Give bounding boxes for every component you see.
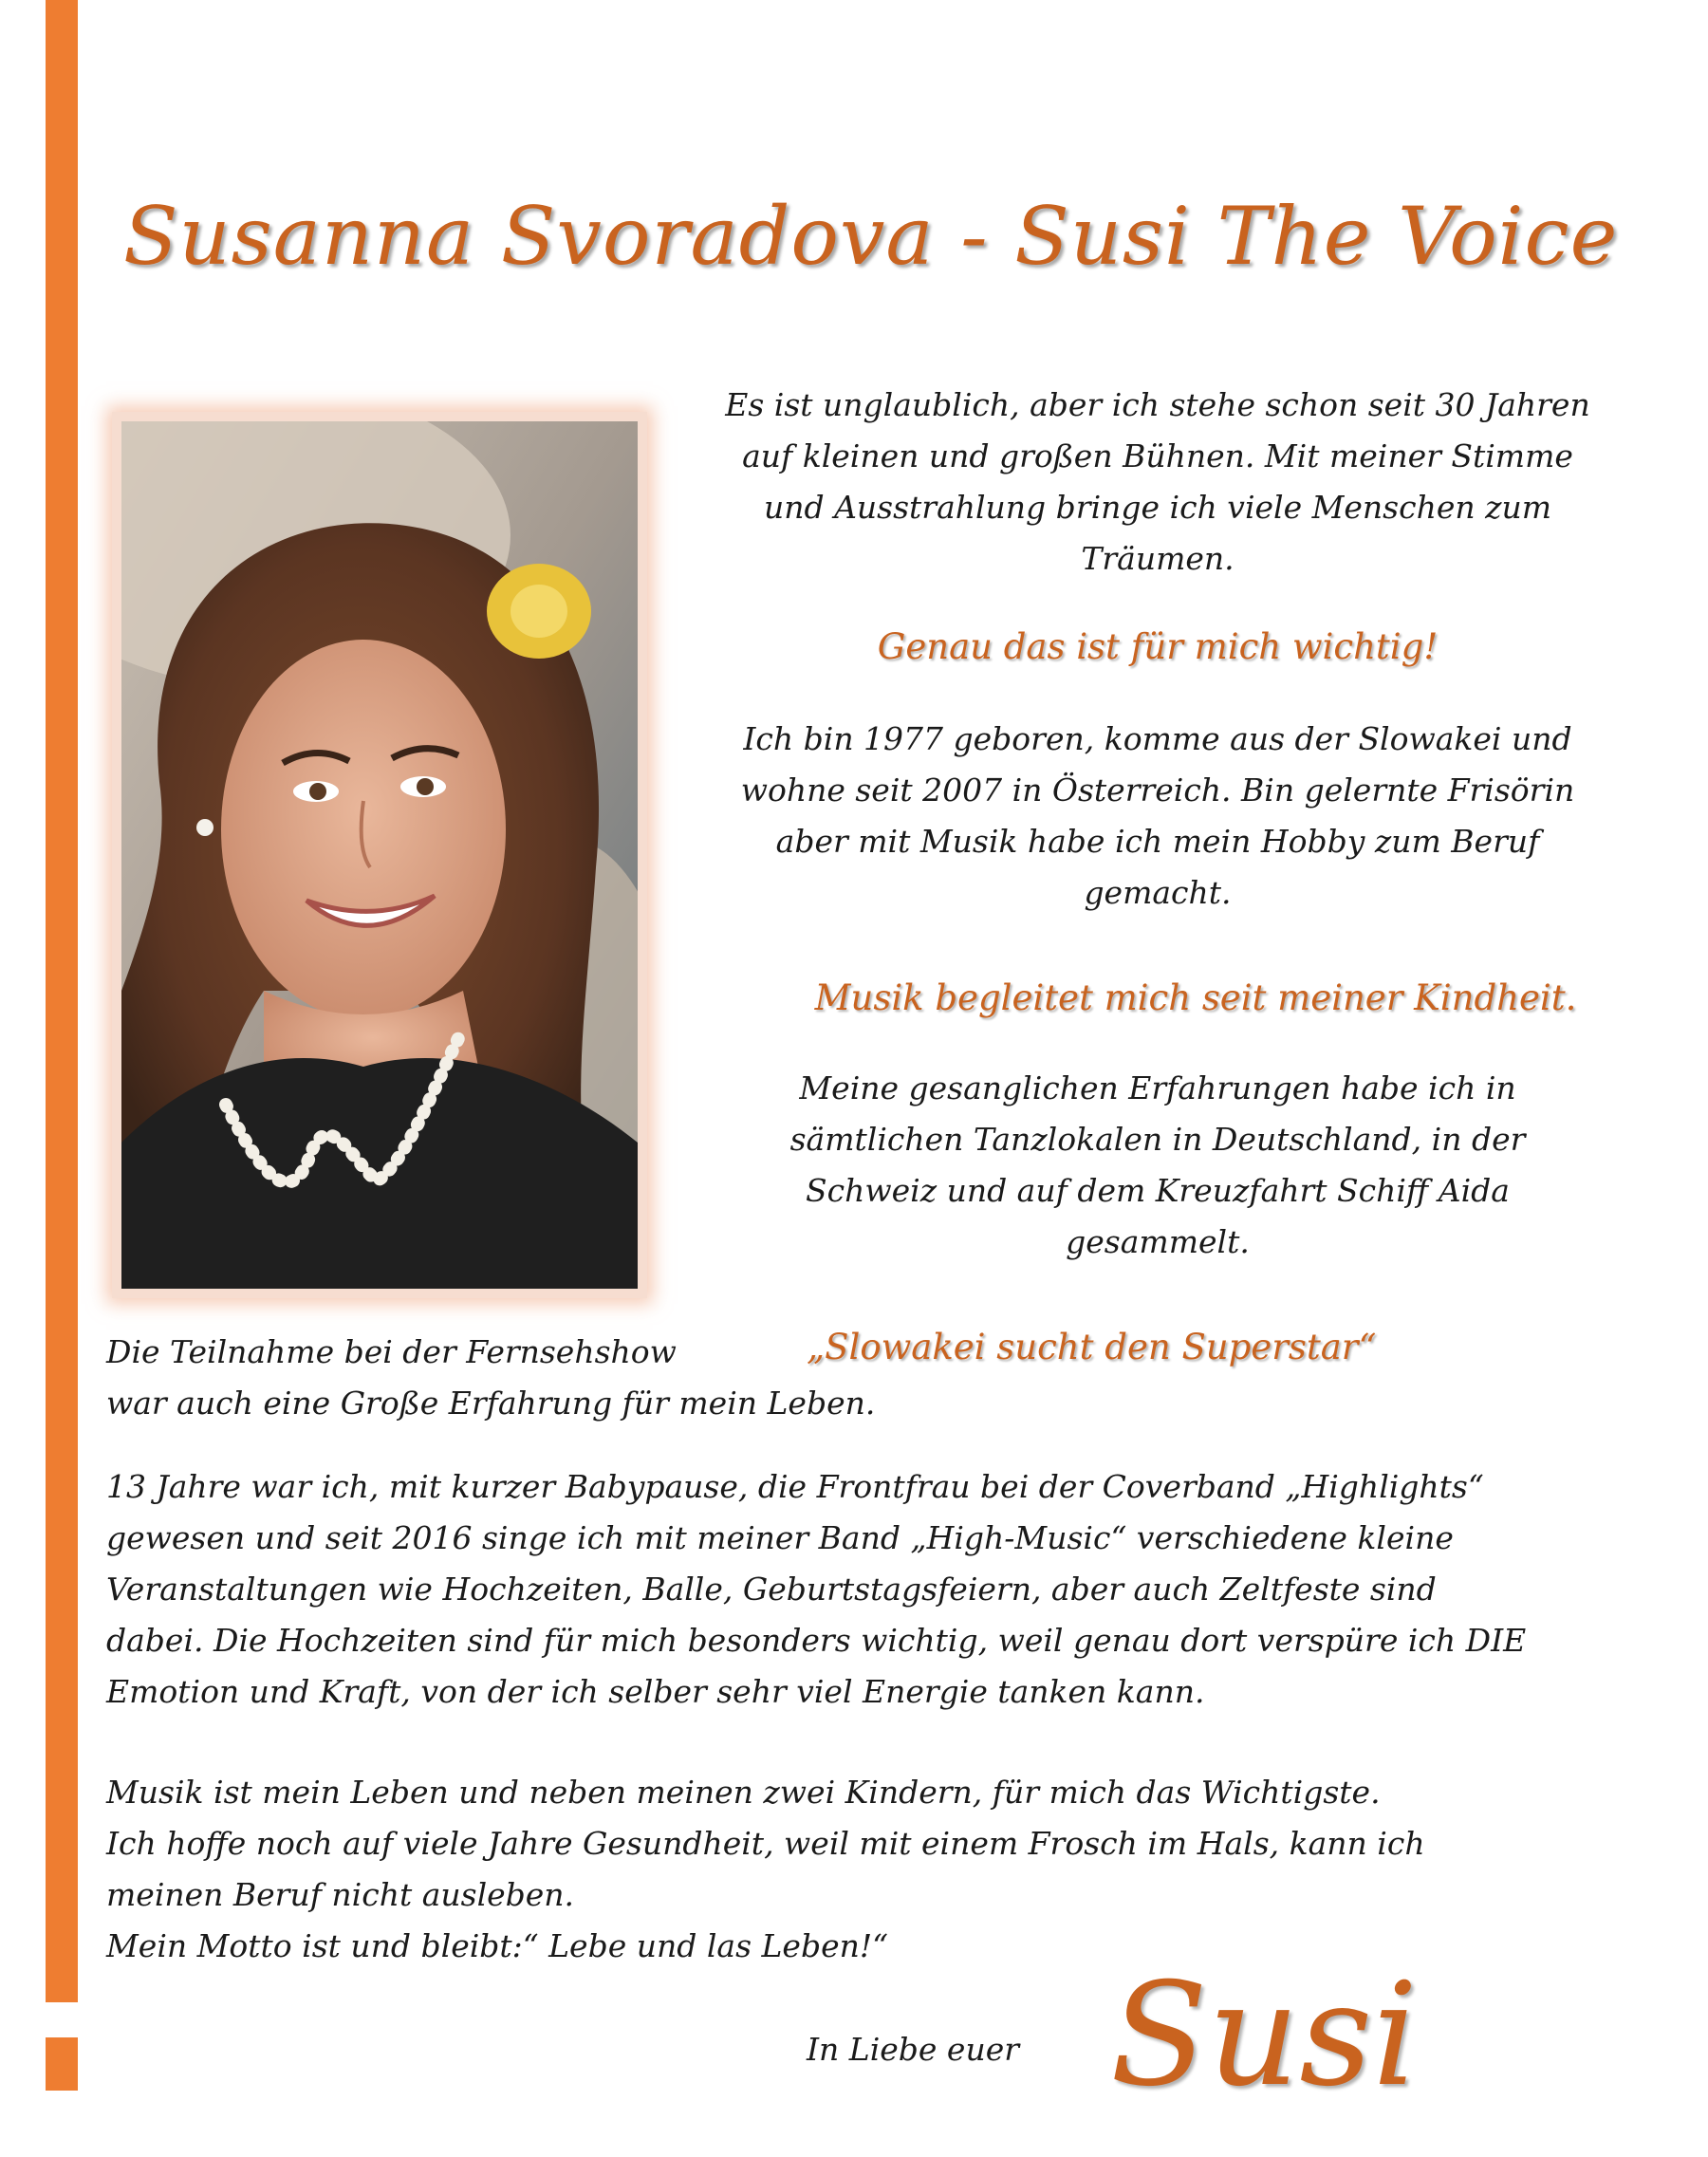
- highlight-2: Musik begleitet mich seit meiner Kindheit.: [814, 977, 1577, 1018]
- band-line-3: Veranstaltungen wie Hochzeiten, Balle, Geburtstagsfeiern, aber auch Zeltfeste sind: [106, 1571, 1437, 1608]
- intro-line-3: und Ausstrahlung bringe ich viele Menschen zum: [763, 489, 1552, 526]
- tvshow-prefix: Die Teilnahme bei der Fernsehshow: [106, 1333, 677, 1370]
- intro-section: [683, 380, 1632, 585]
- experience-line-3: Schweiz und auf dem Kreuzfahrt Schiff Aida: [806, 1172, 1510, 1209]
- bio-line-1: Ich bin 1977 geboren, komme aus der Slowakei und: [743, 720, 1572, 757]
- motto-line: Mein Motto ist und bleibt:“ Lebe und las Leben!“: [106, 1927, 888, 1964]
- bio-line-3: aber mit Musik habe ich mein Hobby zum Beruf: [775, 823, 1540, 860]
- bio-line-4: gemacht.: [1084, 874, 1232, 911]
- portrait-frame: [112, 412, 647, 1298]
- intro-line-4: Träumen.: [1081, 540, 1235, 577]
- page-title: Susanna Svoradova - Susi The Voice: [123, 190, 1619, 283]
- band-line-2: gewesen und seit 2016 singe ich mit meiner Band „High-Music“ verschiedene kleine: [106, 1519, 1454, 1556]
- tvshow-line-2: war auch eine Große Erfahrung für mein Leben.: [106, 1385, 876, 1422]
- portrait-photo: [121, 421, 638, 1289]
- decorative-side-bar: [46, 0, 78, 2002]
- life-line-2: Ich hoffe noch auf viele Jahre Gesundheit, weil mit einem Frosch im Hals, kann ich: [106, 1825, 1425, 1862]
- experience-line-1: Meine gesanglichen Erfahrungen habe ich in: [799, 1069, 1516, 1106]
- signature: Susi: [1110, 1953, 1419, 2118]
- band-line-5: Emotion und Kraft, von der ich selber sehr viel Energie tanken kann.: [106, 1673, 1205, 1710]
- life-line-1: Musik ist mein Leben und neben meinen zwei Kindern, für mich das Wichtigste.: [106, 1774, 1381, 1811]
- life-line-3: meinen Beruf nicht ausleben.: [106, 1876, 575, 1913]
- highlight-1: Genau das ist für mich wichtig!: [877, 626, 1439, 667]
- highlight-section-1: [683, 626, 1632, 667]
- band-line-4: dabei. Die Hochzeiten sind für mich besonders wichtig, weil genau dort verspüre ich DIE: [106, 1622, 1527, 1659]
- intro-line-1: Es ist unglaublich, aber ich stehe schon seit 30 Jahren: [725, 386, 1590, 423]
- tvshow-title: „Slowakei sucht den Superstar“: [807, 1327, 1377, 1367]
- band-line-1: 13 Jahre war ich, mit kurzer Babypause, die Frontfrau bei der Coverband „Highlights“: [106, 1468, 1484, 1505]
- bio-section: [683, 714, 1632, 919]
- experience-line-2: sämtlichen Tanzlokalen in Deutschland, in der: [789, 1121, 1526, 1158]
- experience-line-4: gesammelt.: [1066, 1223, 1250, 1260]
- bio-line-2: wohne seit 2007 in Österreich. Bin gelernte Frisörin: [740, 772, 1575, 809]
- intro-line-2: auf kleinen und großen Bühnen. Mit meiner Stimme: [742, 437, 1573, 474]
- experience-section: [683, 1063, 1632, 1268]
- decorative-side-square: [46, 2037, 78, 2091]
- closing-text: In Liebe euer: [807, 2031, 1020, 2068]
- highlight-section-2: [721, 977, 1670, 1018]
